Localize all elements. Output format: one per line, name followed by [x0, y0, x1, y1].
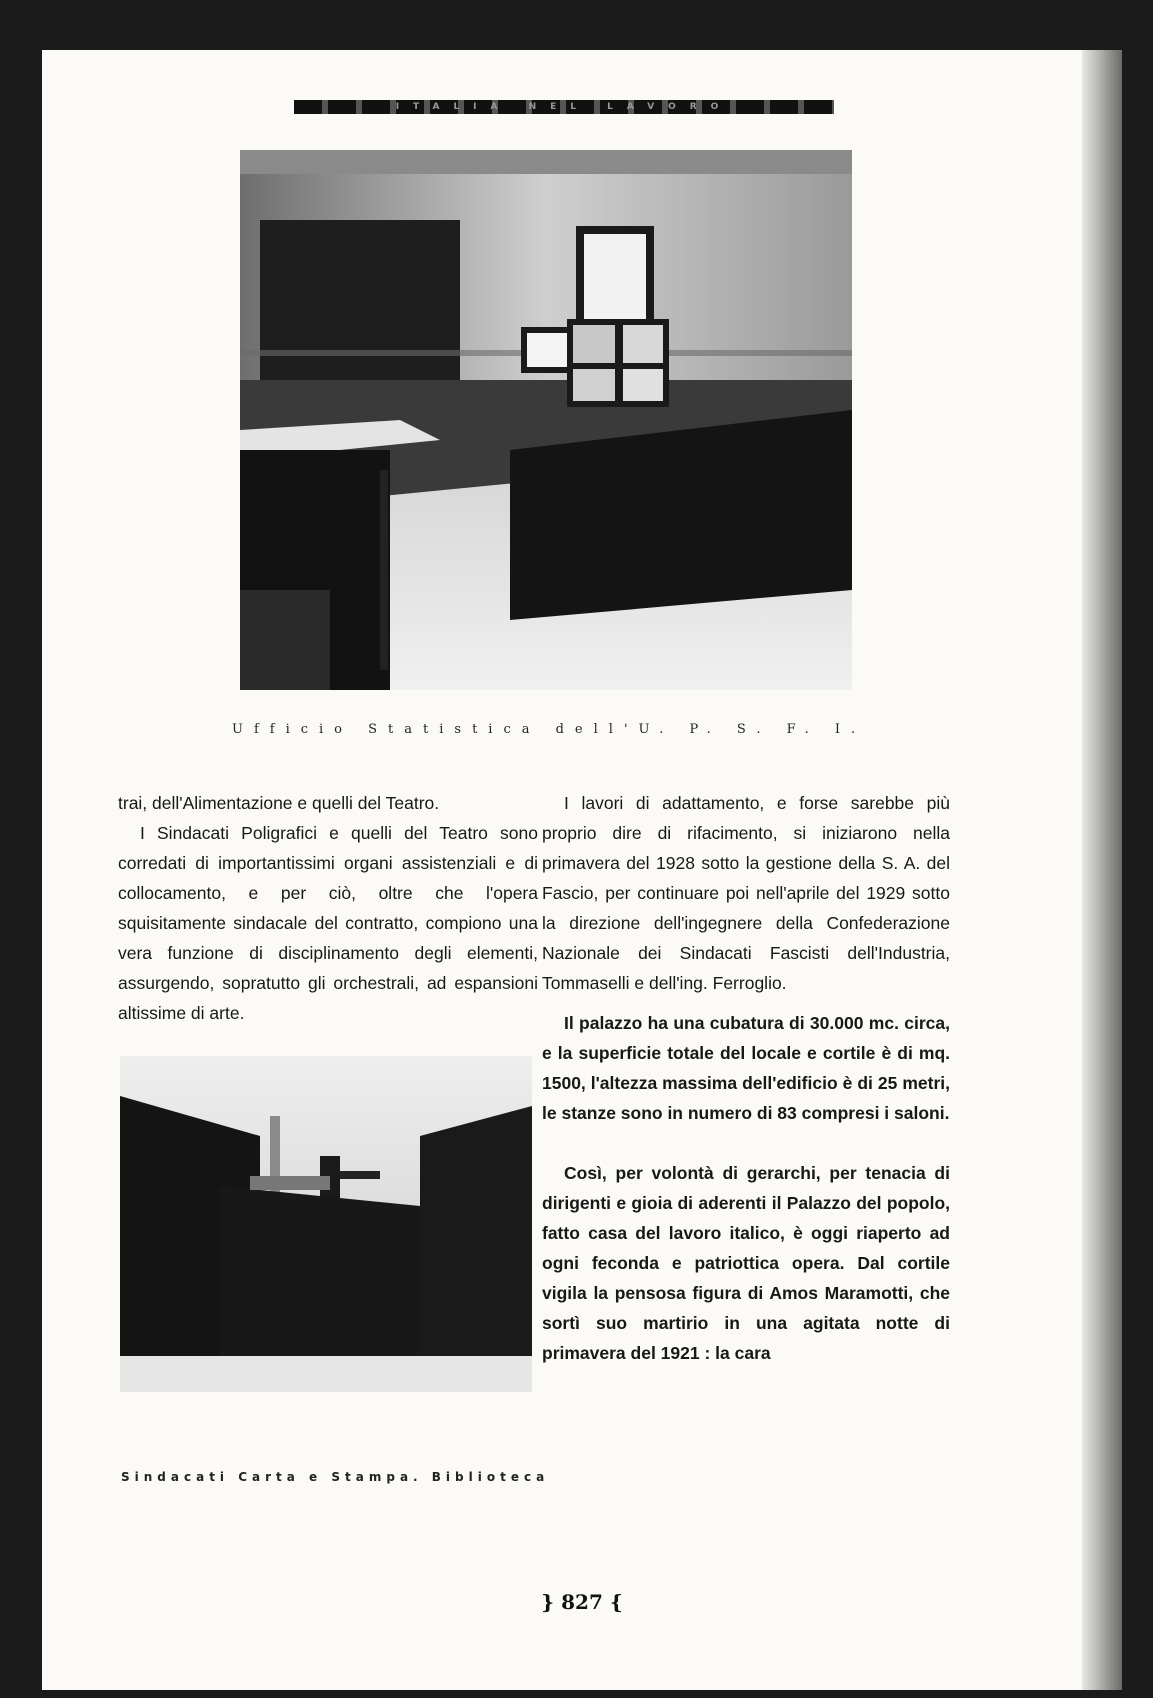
page-number: } 827 {	[541, 1590, 623, 1614]
right-paragraph-1: I lavori di adattamento, e forse sarebbe più proprio dire di rifacimento, si iniziarono nella primavera del 1928 sotto la gestione della S. A. del Fascio, per continuare poi nell'aprile del 1929 sotto la direzione dell'ingegnere della Confederazione Nazionale dei Sindacati Fascisti dell'Industria, Tommaselli e dell'ing. Ferroglio.	[542, 793, 950, 993]
book-page	[42, 50, 1122, 1690]
photo-caption-library: Sindacati Carta e Stampa. Biblioteca	[121, 1470, 550, 1484]
left-paragraph-2: I Sindacati Poligrafici e quelli del Teatro sono corredati di importantissimi organi assistenziali e di collocamento, e per ciò, oltre che l'opera squisitamente sindacale del contratto, compiono una vera funzione di disciplinamento degli elementi, assurgendo, sopratutto gli orchestrali, ad espansioni altissime di arte.	[118, 823, 538, 1023]
right-paragraph-3: Così, per volontà di gerarchi, per tenacia di dirigenti e gioia di aderenti il Palazzo del popolo, fatto casa del lavoro italico, è oggi riaperto ad ogni feconda e patriottica opera. Dal cortile vigila la pensosa figura di Amos Maramotti, che sortì suo martirio in una agitata notte di primavera del 1921 : la cara	[542, 1163, 950, 1363]
photo-statistics-office	[240, 150, 852, 690]
left-paragraph-1: trai, dell'Alimentazione e quelli del Teatro.	[118, 793, 440, 813]
photo-caption-statistics-office: Ufficio Statistica dell'U. P. S. F. I.	[232, 722, 867, 737]
running-header-title: ITALIA NEL LAVORO	[395, 102, 733, 112]
photo-library	[120, 1056, 532, 1392]
book-spine-shadow	[1082, 50, 1122, 1690]
right-text-column	[542, 788, 950, 1368]
right-paragraph-2: Il palazzo ha una cubatura di 30.000 mc. circa, e la superficie totale del locale e cortile è di mq. 1500, l'altezza massima dell'edificio è di 25 metri, le stanze sono in numero di 83 compresi i saloni.	[542, 1013, 950, 1123]
left-text-column	[118, 788, 538, 1028]
